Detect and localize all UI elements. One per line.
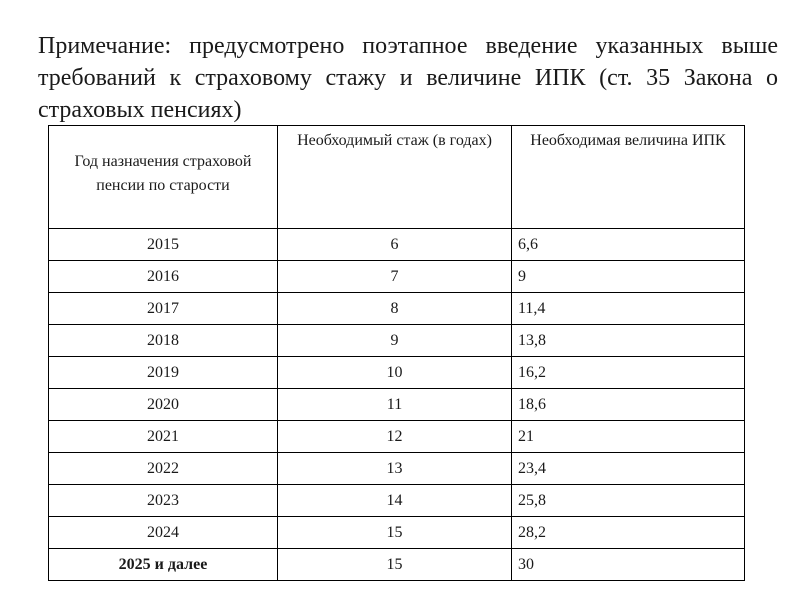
table-row [49, 389, 745, 421]
table-row [49, 549, 745, 581]
table-row [49, 517, 745, 549]
cell-ipk: 6,6 [512, 229, 745, 261]
table-row [49, 485, 745, 517]
cell-ipk: 18,6 [512, 389, 745, 421]
pension-requirements-table-wrap [48, 125, 745, 581]
cell-stazh: 8 [278, 293, 512, 325]
cell-stazh: 13 [278, 453, 512, 485]
header-year [49, 126, 278, 229]
cell-ipk: 21 [512, 421, 745, 453]
cell-ipk: 11,4 [512, 293, 745, 325]
cell-year: 2024 [49, 517, 278, 549]
cell-year: 2023 [49, 485, 278, 517]
table-header [49, 126, 745, 229]
cell-ipk: 25,8 [512, 485, 745, 517]
header-row [49, 126, 745, 229]
cell-year: 2018 [49, 325, 278, 357]
cell-ipk: 23,4 [512, 453, 745, 485]
table-body [49, 229, 745, 581]
cell-year: 2017 [49, 293, 278, 325]
header-ipk-label: Необходимая величина ИПК [530, 132, 726, 149]
table-row [49, 357, 745, 389]
cell-stazh: 15 [278, 517, 512, 549]
table-row [49, 421, 745, 453]
table-row [49, 261, 745, 293]
cell-stazh: 15 [278, 549, 512, 581]
header-ipk [512, 126, 745, 229]
header-stazh-label: Необходимый стаж (в годах) [297, 132, 492, 149]
cell-year: 2015 [49, 229, 278, 261]
table-row [49, 453, 745, 485]
header-stazh [278, 126, 512, 229]
cell-stazh: 11 [278, 389, 512, 421]
cell-stazh: 9 [278, 325, 512, 357]
cell-stazh: 6 [278, 229, 512, 261]
cell-year: 2019 [49, 357, 278, 389]
cell-year: 2021 [49, 421, 278, 453]
cell-ipk: 16,2 [512, 357, 745, 389]
cell-ipk: 30 [512, 549, 745, 581]
pension-requirements-table [48, 125, 745, 581]
cell-year: 2016 [49, 261, 278, 293]
cell-stazh: 12 [278, 421, 512, 453]
table-row [49, 229, 745, 261]
table-row [49, 293, 745, 325]
cell-stazh: 7 [278, 261, 512, 293]
cell-year: 2022 [49, 453, 278, 485]
cell-stazh: 14 [278, 485, 512, 517]
cell-year: 2025 и далее [49, 549, 278, 581]
header-year-label: Год назначения страховой пенсии по старости [74, 153, 252, 194]
cell-ipk: 13,8 [512, 325, 745, 357]
cell-year: 2020 [49, 389, 278, 421]
table-row [49, 325, 745, 357]
cell-stazh: 10 [278, 357, 512, 389]
cell-ipk: 9 [512, 261, 745, 293]
note-text: Примечание: предусмотрено поэтапное введение указанных выше требований к страховому стажу и величине ИПК (ст. 35 Закона о страховых пенсиях) [38, 33, 778, 123]
cell-ipk: 28,2 [512, 517, 745, 549]
